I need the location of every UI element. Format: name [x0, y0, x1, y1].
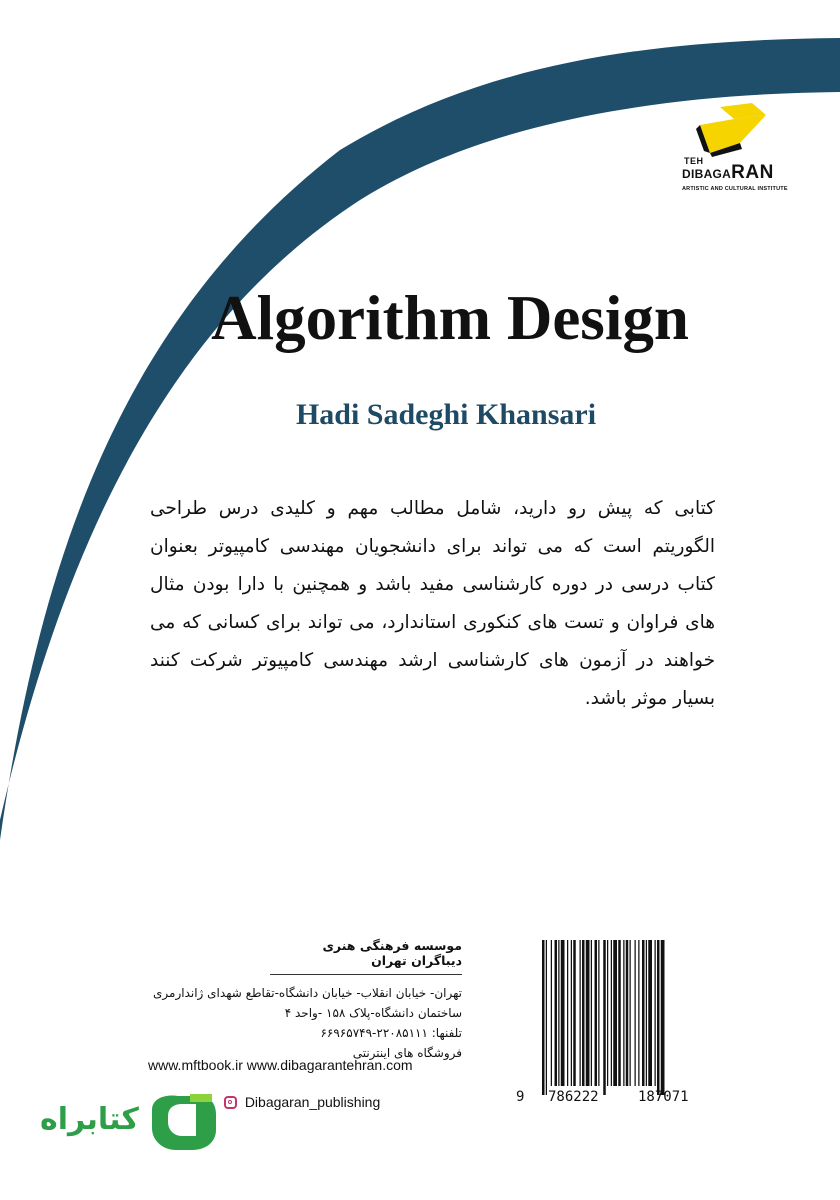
barcode-bar: [655, 940, 656, 1086]
isbn-digit-group-2: 187071: [638, 1089, 689, 1105]
barcode-bar: [558, 940, 559, 1086]
barcode-bar: [561, 940, 565, 1086]
isbn-barcode: [540, 940, 712, 1095]
barcode-bar: [571, 940, 572, 1086]
barcode-bar: [598, 940, 599, 1086]
publisher-info: [140, 938, 462, 1063]
barcode-bar: [573, 940, 576, 1086]
address-line-2: ساختمان دانشگاه-پلاک ۱۵۸ -واحد ۴: [284, 1006, 462, 1020]
online-stores-label: فروشگاه های اینترنتی: [352, 1046, 462, 1060]
barcode-bar: [638, 940, 639, 1086]
book-title: Algorithm Design: [211, 283, 689, 353]
barcode-bar: [648, 940, 652, 1086]
logo-brand-suffix: RAN: [731, 162, 774, 183]
barcode-bar: [613, 940, 617, 1086]
barcode-bar: [555, 940, 558, 1086]
barcode-bar: [661, 940, 665, 1095]
barcode-bar: [646, 940, 647, 1086]
book-author: Hadi Sadeghi Khansari: [295, 398, 597, 431]
address-line-1: تهران- خیابان انقلاب- خیابان دانشگاه-تقاطع شهدای ژاندارمری: [153, 986, 462, 1000]
barcode-bar: [580, 940, 581, 1086]
isbn-digit-prefix: 9: [516, 1089, 525, 1105]
phone-numbers: تلفنها: ۲۲۰۸۵۱۱۱-۶۶۹۶۵۷۴۹: [320, 1026, 462, 1040]
websites: www.mftbook.ir www.dibagarantehran.com: [148, 1057, 413, 1073]
barcode-bar: [657, 940, 660, 1095]
barcode-bar: [567, 940, 568, 1086]
barcode-bar: [591, 940, 592, 1086]
ketabrah-watermark-text: کتابراه: [40, 1102, 139, 1137]
barcode-bar: [582, 940, 585, 1086]
barcode-bar: [551, 940, 552, 1086]
barcode-bar: [611, 940, 612, 1086]
barcode-bar: [630, 940, 631, 1086]
barcode-bar: [642, 940, 645, 1086]
barcode-bar: [542, 940, 545, 1095]
barcode-bar: [546, 940, 547, 1095]
logo-top-text: TEH: [684, 156, 704, 166]
social-handle-dibagaran: Dibagaran_publishing: [244, 1094, 381, 1110]
publisher-name: موسسه فرهنگی هنری دیباگران تهران: [270, 938, 462, 975]
logo-brand-prefix: DIBAGA: [682, 167, 732, 181]
barcode-bar: [635, 940, 636, 1086]
barcode-bar: [586, 940, 590, 1086]
barcode-bar: [607, 940, 608, 1086]
barcode-bar: [603, 940, 606, 1095]
logo-tagline: ARTISTIC AND CULTURAL INSTITUTE: [682, 186, 788, 192]
book-blurb: کتابی که پیش رو دارید، شامل مطالب مهم و کلیدی درس طراحی الگوریتم است که می تواند برای دانشجویان مهندسی کامپیوتر بعنوان کتاب درسی در دوره کارشناسی مفید باشد و همچنین با دارا بودن مثال های فراوان و تست های کنکوری استاندارد، می تواند برای کسانی که می خواهند در آزمون های کارشناسی ارشد مهندسی کامپیوتر شرکت کنند بسیار موثر باشد.: [150, 498, 715, 709]
instagram-icon: [224, 1096, 237, 1109]
barcode-bar: [626, 940, 629, 1086]
barcode-bar: [623, 940, 624, 1086]
barcode-bar: [618, 940, 621, 1086]
isbn-digit-group-1: 786222: [548, 1089, 599, 1105]
barcode-bar: [595, 940, 598, 1086]
